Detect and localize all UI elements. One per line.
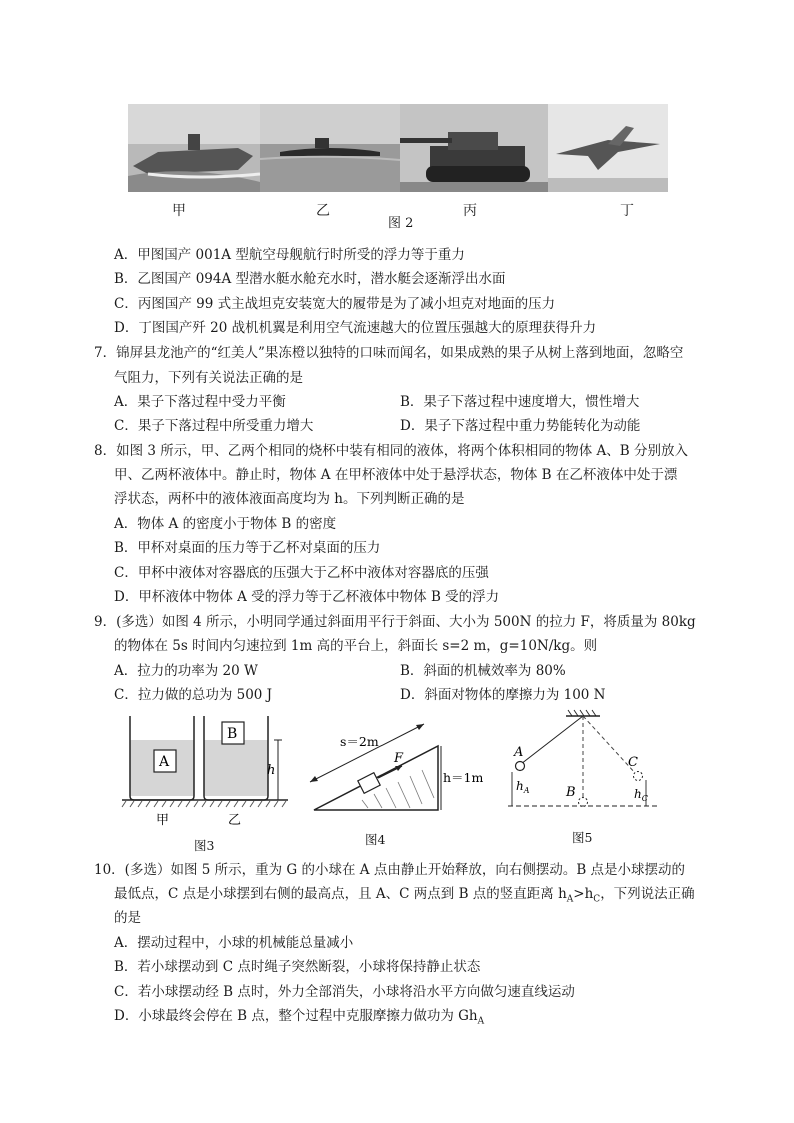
- q7-stem-line2: 气阻力，下列有关说法正确的是: [114, 370, 303, 386]
- q9-option-b: B．斜面的机械效率为 80%: [400, 663, 566, 679]
- q8-option-a: A．物体 A 的密度小于物体 B 的密度: [114, 516, 337, 532]
- q6-option-c: C．丙图国产 99 式主战坦克安装宽大的履带是为了减小坦克对地面的压力: [114, 296, 556, 312]
- q9-stem-line2: 的物体在 5s 时间内匀速拉到 1m 高的平台上，斜面长 s=2 m，g=10N/kg。则: [114, 638, 598, 654]
- fig4-caption: 图4: [365, 832, 386, 847]
- q10-stem-line2-b: ，下列说法正确: [600, 886, 695, 902]
- fig2-label-jia: 甲: [172, 203, 186, 219]
- length-arrow: [310, 724, 424, 782]
- object-a-label: A: [159, 754, 170, 770]
- q6-option-b: B．乙图国产 094A 型潜水艇水舱充水时，潜水艇会逐渐浮出水面: [114, 271, 506, 287]
- q6-option-a: A．甲图国产 001A 型航空母舰航行时所受的浮力等于重力: [114, 247, 465, 263]
- length-label: s＝2m: [340, 734, 379, 749]
- block-object: [358, 773, 380, 794]
- q8-option-c: C．甲杯中液体对容器底的压强大于乙杯中液体对容器底的压强: [114, 565, 489, 581]
- q9-stem-line1: 9．(多选）如图 4 所示，小明同学通过斜面用平行于斜面、大小为 500N 的拉力 F，将质量为 80kg: [94, 614, 696, 630]
- string-to-a: [521, 716, 583, 764]
- q10-stem-line2-a: 最低点，C 点是小球摆到右侧的最高点，且 A、C 两点到 B 点的竖直距离 h: [114, 886, 567, 902]
- fig2-label-ding: 丁: [620, 203, 634, 219]
- q9-option-d: D．斜面对物体的摩擦力为 100 N: [400, 687, 606, 703]
- ball-b: [579, 798, 588, 807]
- q10-option-b: B．若小球摆动到 C 点时绳子突然断裂，小球将保持静止状态: [114, 959, 481, 975]
- q7-option-a: A．果子下落过程中受力平衡: [114, 394, 286, 410]
- q10-option-d-sub: A: [477, 1016, 485, 1027]
- fig2-label-bing: 丙: [463, 203, 477, 219]
- fig2-label-yi: 乙: [316, 203, 330, 219]
- photo-fighter-jet: [548, 104, 668, 192]
- q7-option-d: D．果子下落过程中重力势能转化为动能: [400, 418, 641, 434]
- q8-option-b: B．甲杯对桌面的压力等于乙杯对桌面的压力: [114, 540, 381, 556]
- q10-option-a: A．摆动过程中，小球的机械能总量减小: [114, 935, 354, 951]
- q10-gt: >h: [573, 886, 594, 902]
- q8-stem-line2: 甲、乙两杯液体中。静止时，物体 A 在甲杯液体中处于悬浮状态，物体 B 在乙杯液体中处于漂: [114, 467, 678, 483]
- q7-option-c: C．果子下落过程中所受重力增大: [114, 418, 314, 434]
- q10-sub-a: A: [566, 894, 574, 905]
- ball-c: [634, 772, 643, 781]
- beaker-jia-label: 甲: [156, 813, 170, 828]
- ha-label: $h_A$: [516, 779, 530, 795]
- q9-option-a: A．拉力的功率为 20 W: [114, 663, 258, 679]
- force-label: F: [394, 751, 404, 766]
- fig2-caption: 图 2: [388, 216, 414, 231]
- fig3-caption: 图3: [194, 838, 215, 853]
- q10-sub-c: C: [593, 894, 601, 905]
- q9-option-c: C．拉力做的总功为 500 J: [114, 687, 273, 703]
- figure-5: [500, 708, 670, 826]
- q10-stem-line1: 10．(多选）如图 5 所示，重为 G 的小球在 A 点由静止开始释放，向右侧摆动。B 点是小球摆动的: [94, 862, 686, 878]
- figure-4: [302, 712, 492, 830]
- q8-option-d: D．甲杯液体中物体 A 受的浮力等于乙杯液体中物体 B 受的浮力: [114, 589, 500, 605]
- q7-stem-line1: 7．锦屏县龙池产的“红美人”果冻橙以独特的口味而闻名，如果成熟的果子从树上落到地面，忽略空: [94, 345, 684, 361]
- q10-stem-line2: [114, 884, 695, 910]
- ball-a: [516, 762, 525, 771]
- beaker-yi-label: 乙: [228, 813, 242, 828]
- figure-3: [118, 712, 294, 832]
- q10-option-d-text: D．小球最终会停在 B 点，整个过程中克服摩擦力做功为 Gh: [114, 1008, 478, 1024]
- q10-option-d: [114, 1006, 484, 1032]
- height-label: h: [267, 763, 276, 778]
- fig5-caption: 图5: [572, 830, 593, 845]
- height-label: h＝1m: [443, 770, 484, 785]
- point-c-label: C: [628, 755, 638, 770]
- object-b-label: B: [227, 726, 238, 742]
- q6-option-d: D．丁图国产歼 20 战机机翼是利用空气流速越大的位置压强越大的原理获得升力: [114, 320, 597, 336]
- photo-submarine: [260, 104, 400, 192]
- hc-label: $h_C$: [634, 787, 648, 803]
- photo-tank: [400, 104, 548, 192]
- q7-option-b: B．果子下落过程中速度增大，惯性增大: [400, 394, 640, 410]
- point-a-label: A: [514, 745, 524, 760]
- point-b-label: B: [566, 785, 576, 800]
- q8-stem-line3: 浮状态，两杯中的液体液面高度均为 h。下列判断正确的是: [114, 491, 465, 507]
- q10-option-c: C．若小球摆动经 B 点时，外力全部消失，小球将沿水平方向做匀速直线运动: [114, 984, 575, 1000]
- photo-aircraft-carrier: [128, 104, 260, 192]
- q8-stem-line1: 8．如图 3 所示，甲、乙两个相同的烧杯中装有相同的液体，将两个体积相同的物体 A、B 分别放入: [94, 443, 689, 459]
- q10-stem-line3: 的是: [114, 910, 141, 926]
